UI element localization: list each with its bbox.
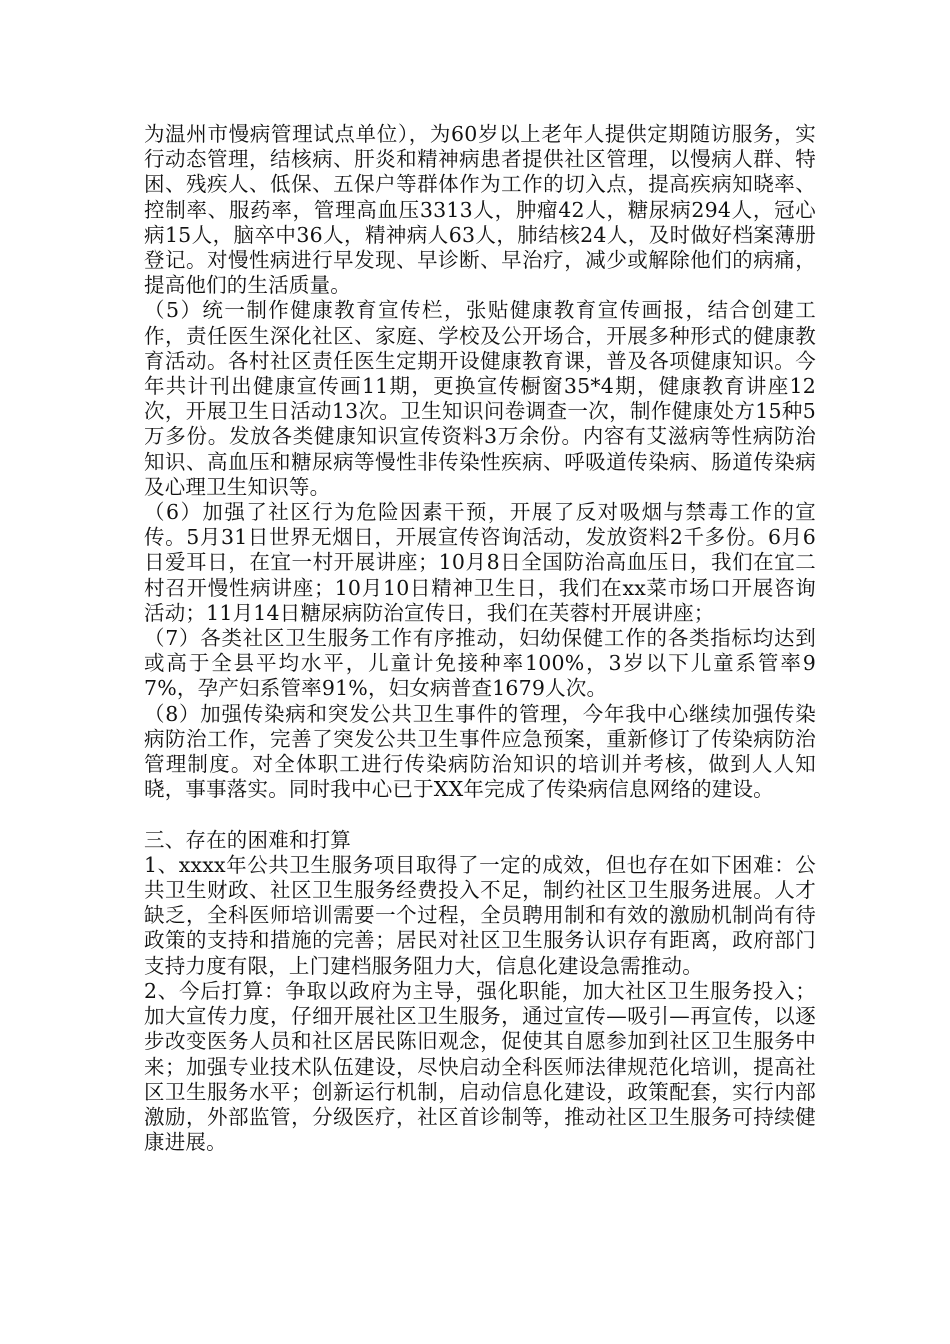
paragraph-chronic-disease: 为温州市慢病管理试点单位），为60岁以上老年人提供定期随访服务，实行动态管理，结核病、肝炎和精神病患者提供社区管理，以慢病人群、特困、残疾人、低保、五保户等群体作为工作的切入点，提高疾病知晓率、控制率、服药率，管理高血压3313人，肿瘤42人，糖尿病294人，冠心病15人，脑卒中36人，精神病人63人，肺结核24人，及时做好档案薄册登记。对慢性病进行早发现、早诊断、早治疗，减少或解除他们的病痛，提高他们的生活质量。 [144, 122, 816, 298]
section-heading: 三、存在的困难和打算 [144, 827, 351, 852]
blank-line [144, 802, 816, 827]
paragraph-item-8-infectious-disease: （8）加强传染病和突发公共卫生事件的管理，今年我中心继续加强传染病防治工作，完善了突发公共卫生事件应急预案，重新修订了传染病防治管理制度。对全体职工进行传染病防治知识的培训并考核，做到人人知晓，事事落实。同时我中心已于XX年完成了传染病信息网络的建设。 [144, 701, 816, 802]
paragraph-item-7-community-services: （7）各类社区卫生服务工作有序推动，妇幼保健工作的各类指标均达到或高于全县平均水平，儿童计免接种率100%，3岁以下儿童系管率97%，孕产妇系管率91%，妇女病普查1679人次。 [144, 626, 816, 701]
document-body [144, 122, 816, 1155]
paragraph-difficulties: 1、xxxx年公共卫生服务项目取得了一定的成效，但也存在如下困难：公共卫生财政、社区卫生服务经费投入不足，制约社区卫生服务进展。人才缺乏，全科医师培训需要一个过程，全员聘用制和有效的激励机制尚有待政策的支持和措施的完善；居民对社区卫生服务认识存有距离，政府部门支持力度有限，上门建档服务阻力大，信息化建设急需推动。 [144, 852, 816, 978]
paragraph-item-5-health-education: （5）统一制作健康教育宣传栏，张贴健康教育宣传画报，结合创建工作，责任医生深化社区、家庭、学校及公开场合，开展多种形式的健康教育活动。各村社区责任医生定期开设健康教育课，普及各项健康知识。今年共计刊出健康宣传画11期，更换宣传橱窗35*4期，健康教育讲座12次，开展卫生日活动13次。卫生知识问卷调查一次，制作健康处方15种5万多份。发放各类健康知识宣传资料3万余份。内容有艾滋病等性病防治知识、高血压和糖尿病等慢性非传染性疾病、呼吸道传染病、肠道传染病及心理卫生知识等。 [144, 298, 816, 499]
paragraph-future-plans: 2、今后打算：争取以政府为主导，强化职能，加大社区卫生服务投入；加大宣传力度，仔细开展社区卫生服务，通过宣传—吸引—再宣传，以逐步改变医务人员和社区居民陈旧观念，促使其自愿参加到社区卫生服务中来；加强专业技术队伍建设，尽快启动全科医师法律规范化培训，提高社区卫生服务水平；创新运行机制，启动信息化建设，政策配套，实行内部激励，外部监管，分级医疗，社区首诊制等，推动社区卫生服务可持续健康进展。 [144, 978, 816, 1155]
paragraph-item-6-risk-intervention: （6）加强了社区行为危险因素干预，开展了反对吸烟与禁毒工作的宣传。5月31日世界无烟日，开展宣传咨询活动，发放资料2千多份。6月6日爱耳日，在宜一村开展讲座；10月8日全国防治高血压日，我们在宜二村召开慢性病讲座；10月10日精神卫生日，我们在xx菜市场口开展咨询活动；11月14日糖尿病防治宣传日，我们在芙蓉村开展讲座； [144, 500, 816, 625]
